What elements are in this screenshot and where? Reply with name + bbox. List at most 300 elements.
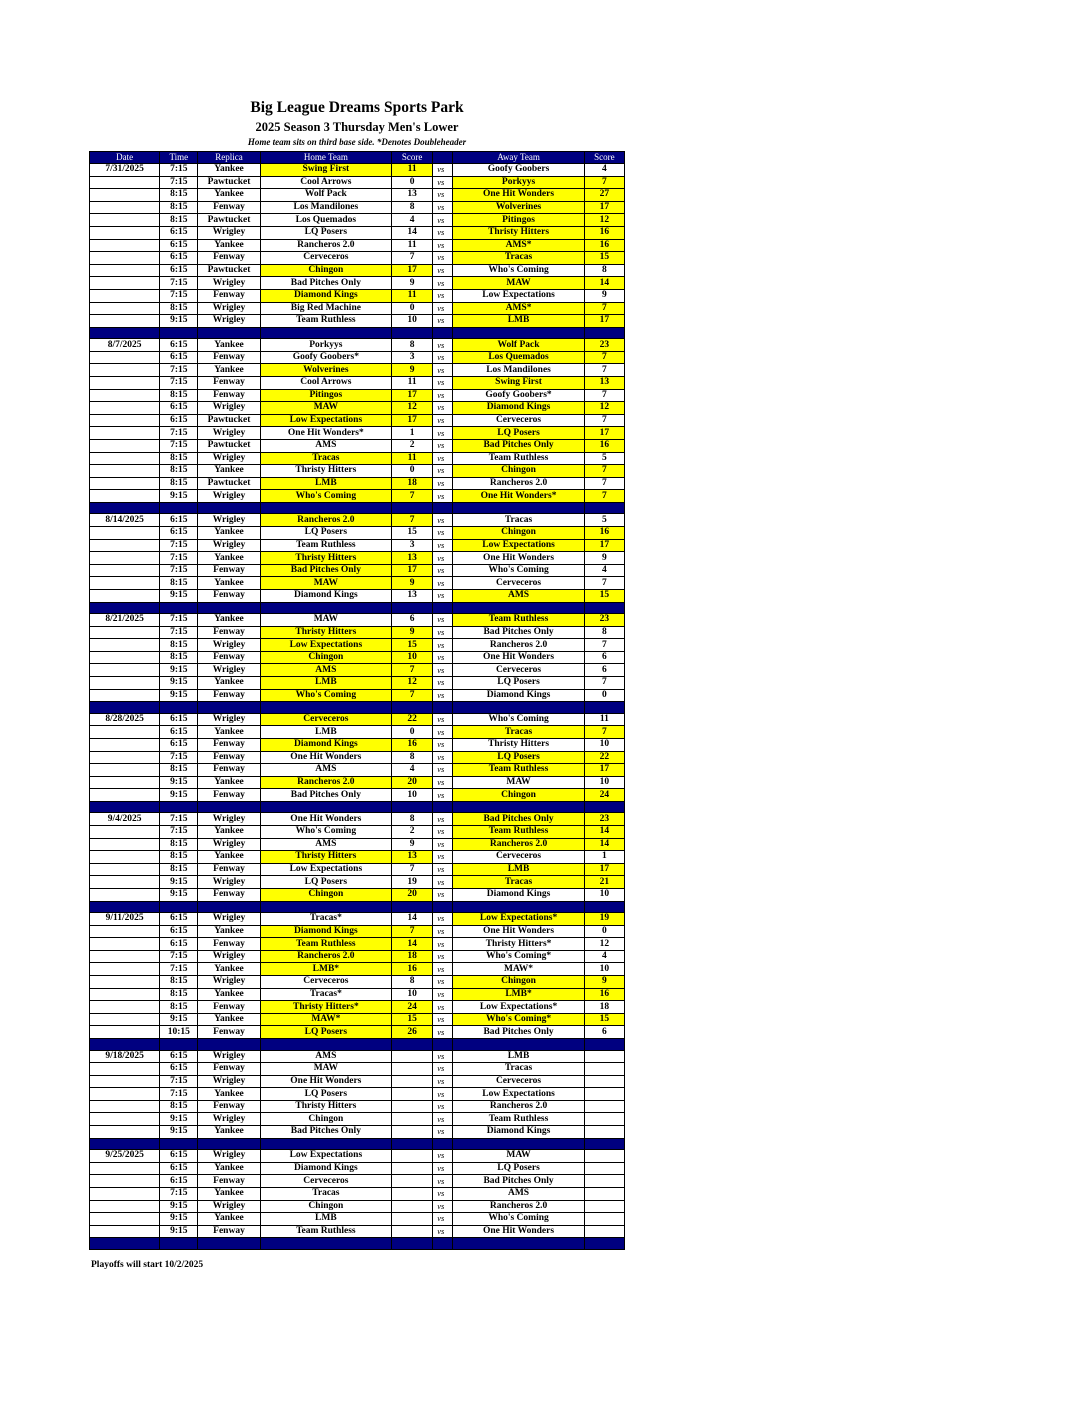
game-row bbox=[90, 364, 625, 377]
home-team: LQ Posers bbox=[260, 1026, 391, 1039]
home-score: 3 bbox=[392, 539, 433, 552]
vs-label: vs bbox=[433, 339, 453, 352]
game-date bbox=[90, 402, 160, 415]
separator-cell bbox=[198, 602, 260, 614]
home-score bbox=[392, 1100, 433, 1113]
vs-label: vs bbox=[433, 789, 453, 802]
game-time: 8:15 bbox=[160, 639, 198, 652]
separator-cell bbox=[90, 327, 160, 339]
away-team: One Hit Wonders bbox=[453, 552, 584, 565]
home-team: LQ Posers bbox=[260, 527, 391, 540]
game-time: 7:15 bbox=[160, 289, 198, 302]
game-row bbox=[90, 851, 625, 864]
game-time: 7:15 bbox=[160, 1075, 198, 1088]
separator-cell bbox=[160, 1238, 198, 1250]
col-header-vs bbox=[433, 152, 453, 164]
game-row bbox=[90, 577, 625, 590]
game-date bbox=[90, 925, 160, 938]
separator-cell bbox=[584, 602, 624, 614]
game-replica: Pawtucket bbox=[198, 414, 260, 427]
week-separator bbox=[90, 327, 625, 339]
home-score bbox=[392, 1113, 433, 1126]
home-team: LMB bbox=[260, 677, 391, 690]
vs-label: vs bbox=[433, 439, 453, 452]
away-score: 8 bbox=[584, 626, 624, 639]
home-team: LQ Posers bbox=[260, 226, 391, 239]
away-team: AMS* bbox=[453, 239, 584, 252]
game-date bbox=[90, 689, 160, 702]
separator-cell bbox=[453, 901, 584, 913]
game-date bbox=[90, 289, 160, 302]
away-team: Goofy Goobers* bbox=[453, 389, 584, 402]
vs-label: vs bbox=[433, 1162, 453, 1175]
game-time: 9:15 bbox=[160, 776, 198, 789]
away-team: One Hit Wonders bbox=[453, 925, 584, 938]
home-team: LMB bbox=[260, 477, 391, 490]
game-row bbox=[90, 427, 625, 440]
home-team: Los Mandilones bbox=[260, 201, 391, 214]
away-score: 4 bbox=[584, 564, 624, 577]
col-header-date: Date bbox=[90, 152, 160, 164]
away-team: Diamond Kings bbox=[453, 689, 584, 702]
home-team: Low Expectations bbox=[260, 414, 391, 427]
game-time: 7:15 bbox=[160, 364, 198, 377]
separator-cell bbox=[90, 1039, 160, 1051]
home-score: 14 bbox=[392, 226, 433, 239]
separator-cell bbox=[160, 801, 198, 813]
away-team: Thristy Hitters bbox=[453, 226, 584, 239]
game-row bbox=[90, 477, 625, 490]
away-team: AMS* bbox=[453, 302, 584, 315]
game-replica: Yankee bbox=[198, 339, 260, 352]
vs-label: vs bbox=[433, 626, 453, 639]
home-score: 7 bbox=[392, 490, 433, 503]
away-score: 7 bbox=[584, 302, 624, 315]
vs-label: vs bbox=[433, 364, 453, 377]
game-replica: Fenway bbox=[198, 938, 260, 951]
game-replica: Yankee bbox=[198, 851, 260, 864]
home-team: Rancheros 2.0 bbox=[260, 514, 391, 527]
game-replica: Wrigley bbox=[198, 976, 260, 989]
game-replica: Wrigley bbox=[198, 913, 260, 926]
game-row bbox=[90, 826, 625, 839]
away-team: One Hit Wonders bbox=[453, 651, 584, 664]
away-score: 7 bbox=[584, 677, 624, 690]
game-row bbox=[90, 189, 625, 202]
vs-label: vs bbox=[433, 414, 453, 427]
away-team: Cerveceros bbox=[453, 577, 584, 590]
away-team: Tracas bbox=[453, 726, 584, 739]
game-replica: Wrigley bbox=[198, 1200, 260, 1213]
home-team: AMS bbox=[260, 1050, 391, 1063]
game-replica: Yankee bbox=[198, 1126, 260, 1139]
game-replica: Yankee bbox=[198, 677, 260, 690]
schedule-table bbox=[89, 151, 625, 1250]
game-time: 7:15 bbox=[160, 427, 198, 440]
separator-cell bbox=[198, 1238, 260, 1250]
game-replica: Wrigley bbox=[198, 1075, 260, 1088]
game-time: 6:15 bbox=[160, 1150, 198, 1163]
game-date bbox=[90, 664, 160, 677]
game-time: 6:15 bbox=[160, 925, 198, 938]
game-row bbox=[90, 1013, 625, 1026]
away-score: 7 bbox=[584, 389, 624, 402]
home-team: Thristy Hitters bbox=[260, 1100, 391, 1113]
away-team: Tracas bbox=[453, 1063, 584, 1076]
separator-cell bbox=[198, 1138, 260, 1150]
away-team: Thristy Hitters* bbox=[453, 938, 584, 951]
game-row bbox=[90, 738, 625, 751]
home-team: Tracas* bbox=[260, 988, 391, 1001]
away-team: Thristy Hitters bbox=[453, 738, 584, 751]
away-team: MAW bbox=[453, 776, 584, 789]
game-date bbox=[90, 477, 160, 490]
away-team: Team Ruthless bbox=[453, 614, 584, 627]
away-score: 7 bbox=[584, 351, 624, 364]
game-time: 9:15 bbox=[160, 664, 198, 677]
away-score: 5 bbox=[584, 514, 624, 527]
home-team: Porkyys bbox=[260, 339, 391, 352]
game-replica: Fenway bbox=[198, 689, 260, 702]
game-date bbox=[90, 564, 160, 577]
away-score: 11 bbox=[584, 713, 624, 726]
away-score: 14 bbox=[584, 277, 624, 290]
away-score: 17 bbox=[584, 863, 624, 876]
away-score: 6 bbox=[584, 1026, 624, 1039]
game-date bbox=[90, 976, 160, 989]
home-score bbox=[392, 1050, 433, 1063]
home-score: 18 bbox=[392, 477, 433, 490]
game-row bbox=[90, 913, 625, 926]
vs-label: vs bbox=[433, 289, 453, 302]
home-score: 8 bbox=[392, 339, 433, 352]
schedule-body bbox=[90, 164, 625, 1250]
home-team: Chingon bbox=[260, 264, 391, 277]
game-time: 8:15 bbox=[160, 863, 198, 876]
separator-cell bbox=[90, 1238, 160, 1250]
game-date bbox=[90, 527, 160, 540]
vs-label: vs bbox=[433, 389, 453, 402]
away-score: 9 bbox=[584, 552, 624, 565]
away-score: 17 bbox=[584, 201, 624, 214]
game-date bbox=[90, 277, 160, 290]
game-time: 8:15 bbox=[160, 477, 198, 490]
home-team: Cerveceros bbox=[260, 976, 391, 989]
home-score bbox=[392, 1126, 433, 1139]
away-team: Team Ruthless bbox=[453, 1113, 584, 1126]
home-score: 4 bbox=[392, 764, 433, 777]
vs-label: vs bbox=[433, 639, 453, 652]
game-time: 8:15 bbox=[160, 452, 198, 465]
game-date bbox=[90, 851, 160, 864]
game-row bbox=[90, 289, 625, 302]
vs-label: vs bbox=[433, 913, 453, 926]
vs-label: vs bbox=[433, 677, 453, 690]
game-time: 7:15 bbox=[160, 826, 198, 839]
game-date bbox=[90, 315, 160, 328]
away-team: Bad Pitches Only bbox=[453, 1175, 584, 1188]
vs-label: vs bbox=[433, 751, 453, 764]
separator-cell bbox=[584, 1138, 624, 1150]
away-team: Low Expectations bbox=[453, 289, 584, 302]
game-time: 6:15 bbox=[160, 414, 198, 427]
away-score: 23 bbox=[584, 813, 624, 826]
vs-label: vs bbox=[433, 938, 453, 951]
game-time: 6:15 bbox=[160, 738, 198, 751]
home-score: 9 bbox=[392, 364, 433, 377]
game-replica: Fenway bbox=[198, 651, 260, 664]
away-score: 15 bbox=[584, 252, 624, 265]
away-team: Los Quemados bbox=[453, 351, 584, 364]
home-team: Chingon bbox=[260, 1113, 391, 1126]
home-score bbox=[392, 1187, 433, 1200]
game-row bbox=[90, 414, 625, 427]
game-replica: Yankee bbox=[198, 776, 260, 789]
game-date bbox=[90, 863, 160, 876]
vs-label: vs bbox=[433, 539, 453, 552]
game-time: 6:15 bbox=[160, 351, 198, 364]
home-team: Chingon bbox=[260, 651, 391, 664]
away-score bbox=[584, 1187, 624, 1200]
week-separator bbox=[90, 1039, 625, 1051]
vs-label: vs bbox=[433, 465, 453, 478]
separator-cell bbox=[260, 1138, 391, 1150]
away-score: 6 bbox=[584, 651, 624, 664]
game-row bbox=[90, 1001, 625, 1014]
vs-label: vs bbox=[433, 925, 453, 938]
game-replica: Fenway bbox=[198, 1100, 260, 1113]
home-team: Diamond Kings bbox=[260, 1162, 391, 1175]
home-team: Los Quemados bbox=[260, 214, 391, 227]
vs-label: vs bbox=[433, 452, 453, 465]
game-date bbox=[90, 1001, 160, 1014]
away-team: One Hit Wonders bbox=[453, 189, 584, 202]
game-replica: Fenway bbox=[198, 764, 260, 777]
away-score: 7 bbox=[584, 465, 624, 478]
away-team: Swing First bbox=[453, 377, 584, 390]
away-score: 4 bbox=[584, 950, 624, 963]
home-team: Diamond Kings bbox=[260, 289, 391, 302]
game-row bbox=[90, 1162, 625, 1175]
game-time: 9:15 bbox=[160, 789, 198, 802]
away-team: AMS bbox=[453, 590, 584, 603]
game-date bbox=[90, 677, 160, 690]
game-date bbox=[90, 201, 160, 214]
game-date bbox=[90, 226, 160, 239]
away-team: Who's Coming* bbox=[453, 950, 584, 963]
away-team: Diamond Kings bbox=[453, 402, 584, 415]
home-team: Rancheros 2.0 bbox=[260, 776, 391, 789]
separator-cell bbox=[433, 502, 453, 514]
vs-label: vs bbox=[433, 201, 453, 214]
away-score: 10 bbox=[584, 738, 624, 751]
separator-cell bbox=[584, 1238, 624, 1250]
game-replica: Yankee bbox=[198, 726, 260, 739]
game-time: 9:15 bbox=[160, 1013, 198, 1026]
home-team: AMS bbox=[260, 439, 391, 452]
home-team: Rancheros 2.0 bbox=[260, 239, 391, 252]
home-score: 11 bbox=[392, 289, 433, 302]
week-separator bbox=[90, 502, 625, 514]
separator-cell bbox=[433, 702, 453, 714]
away-score: 17 bbox=[584, 539, 624, 552]
separator-cell bbox=[160, 1138, 198, 1150]
away-score: 8 bbox=[584, 264, 624, 277]
game-replica: Wrigley bbox=[198, 402, 260, 415]
game-date bbox=[90, 590, 160, 603]
game-date bbox=[90, 950, 160, 963]
game-date bbox=[90, 1088, 160, 1101]
vs-label: vs bbox=[433, 764, 453, 777]
home-team: Team Ruthless bbox=[260, 315, 391, 328]
away-team: Chingon bbox=[453, 465, 584, 478]
separator-cell bbox=[260, 327, 391, 339]
home-team: Thristy Hitters bbox=[260, 552, 391, 565]
separator-cell bbox=[392, 1039, 433, 1051]
vs-label: vs bbox=[433, 214, 453, 227]
home-team: LQ Posers bbox=[260, 876, 391, 889]
away-score: 12 bbox=[584, 402, 624, 415]
game-row bbox=[90, 1113, 625, 1126]
game-date bbox=[90, 651, 160, 664]
home-score: 3 bbox=[392, 351, 433, 364]
game-row bbox=[90, 252, 625, 265]
away-team: Team Ruthless bbox=[453, 764, 584, 777]
game-replica: Fenway bbox=[198, 738, 260, 751]
game-date bbox=[90, 176, 160, 189]
game-time: 9:15 bbox=[160, 677, 198, 690]
vs-label: vs bbox=[433, 514, 453, 527]
game-replica: Fenway bbox=[198, 863, 260, 876]
away-score bbox=[584, 1150, 624, 1163]
vs-label: vs bbox=[433, 614, 453, 627]
game-date bbox=[90, 389, 160, 402]
away-team: LQ Posers bbox=[453, 1162, 584, 1175]
game-date: 9/18/2025 bbox=[90, 1050, 160, 1063]
game-date: 7/31/2025 bbox=[90, 164, 160, 177]
separator-cell bbox=[433, 801, 453, 813]
home-score: 20 bbox=[392, 888, 433, 901]
away-team: Tracas bbox=[453, 252, 584, 265]
game-row bbox=[90, 888, 625, 901]
game-replica: Pawtucket bbox=[198, 264, 260, 277]
game-time: 6:15 bbox=[160, 938, 198, 951]
game-date bbox=[90, 1187, 160, 1200]
home-score: 1 bbox=[392, 427, 433, 440]
home-team: AMS bbox=[260, 664, 391, 677]
away-team: Wolf Pack bbox=[453, 339, 584, 352]
game-replica: Pawtucket bbox=[198, 477, 260, 490]
away-score: 7 bbox=[584, 414, 624, 427]
away-score: 23 bbox=[584, 339, 624, 352]
away-team: MAW bbox=[453, 1150, 584, 1163]
game-date bbox=[90, 465, 160, 478]
away-score: 19 bbox=[584, 913, 624, 926]
game-replica: Wrigley bbox=[198, 713, 260, 726]
game-replica: Wrigley bbox=[198, 315, 260, 328]
separator-cell bbox=[260, 702, 391, 714]
vs-label: vs bbox=[433, 1200, 453, 1213]
game-time: 8:15 bbox=[160, 1100, 198, 1113]
game-replica: Yankee bbox=[198, 164, 260, 177]
away-score: 12 bbox=[584, 938, 624, 951]
vs-label: vs bbox=[433, 590, 453, 603]
game-replica: Wrigley bbox=[198, 813, 260, 826]
game-row bbox=[90, 264, 625, 277]
away-score: 17 bbox=[584, 315, 624, 328]
away-team: Who's Coming* bbox=[453, 1013, 584, 1026]
game-time: 9:15 bbox=[160, 1200, 198, 1213]
away-team: Cerveceros bbox=[453, 1075, 584, 1088]
separator-cell bbox=[433, 1138, 453, 1150]
home-team: LMB bbox=[260, 1213, 391, 1226]
game-date bbox=[90, 1162, 160, 1175]
home-team: Diamond Kings bbox=[260, 738, 391, 751]
separator-cell bbox=[260, 1238, 391, 1250]
game-date bbox=[90, 764, 160, 777]
away-team: Low Expectations* bbox=[453, 913, 584, 926]
game-replica: Yankee bbox=[198, 364, 260, 377]
home-team: Swing First bbox=[260, 164, 391, 177]
away-team: MAW bbox=[453, 277, 584, 290]
game-replica: Yankee bbox=[198, 577, 260, 590]
away-score: 24 bbox=[584, 789, 624, 802]
game-time: 6:15 bbox=[160, 402, 198, 415]
game-row bbox=[90, 876, 625, 889]
game-time: 8:15 bbox=[160, 465, 198, 478]
home-score: 14 bbox=[392, 913, 433, 926]
game-time: 7:15 bbox=[160, 176, 198, 189]
game-time: 8:15 bbox=[160, 201, 198, 214]
vs-label: vs bbox=[433, 252, 453, 265]
separator-cell bbox=[584, 901, 624, 913]
game-replica: Fenway bbox=[198, 201, 260, 214]
game-row bbox=[90, 339, 625, 352]
away-team: Cerveceros bbox=[453, 414, 584, 427]
game-row bbox=[90, 764, 625, 777]
home-score: 13 bbox=[392, 552, 433, 565]
away-team: Chingon bbox=[453, 976, 584, 989]
vs-label: vs bbox=[433, 876, 453, 889]
game-date bbox=[90, 1026, 160, 1039]
away-team: Rancheros 2.0 bbox=[453, 639, 584, 652]
separator-cell bbox=[90, 602, 160, 614]
game-replica: Fenway bbox=[198, 289, 260, 302]
home-team: Diamond Kings bbox=[260, 925, 391, 938]
away-team: Chingon bbox=[453, 527, 584, 540]
separator-cell bbox=[160, 327, 198, 339]
away-score: 6 bbox=[584, 664, 624, 677]
game-row bbox=[90, 626, 625, 639]
game-row bbox=[90, 1126, 625, 1139]
home-team: Wolverines bbox=[260, 364, 391, 377]
home-score bbox=[392, 1200, 433, 1213]
separator-cell bbox=[584, 702, 624, 714]
away-team: AMS bbox=[453, 1187, 584, 1200]
game-date bbox=[90, 1113, 160, 1126]
game-row bbox=[90, 465, 625, 478]
game-date bbox=[90, 452, 160, 465]
away-team: Rancheros 2.0 bbox=[453, 1100, 584, 1113]
game-date bbox=[90, 888, 160, 901]
game-row bbox=[90, 776, 625, 789]
game-time: 7:15 bbox=[160, 626, 198, 639]
game-row bbox=[90, 963, 625, 976]
away-score: 17 bbox=[584, 427, 624, 440]
separator-cell bbox=[392, 502, 433, 514]
game-date bbox=[90, 738, 160, 751]
away-score: 18 bbox=[584, 1001, 624, 1014]
